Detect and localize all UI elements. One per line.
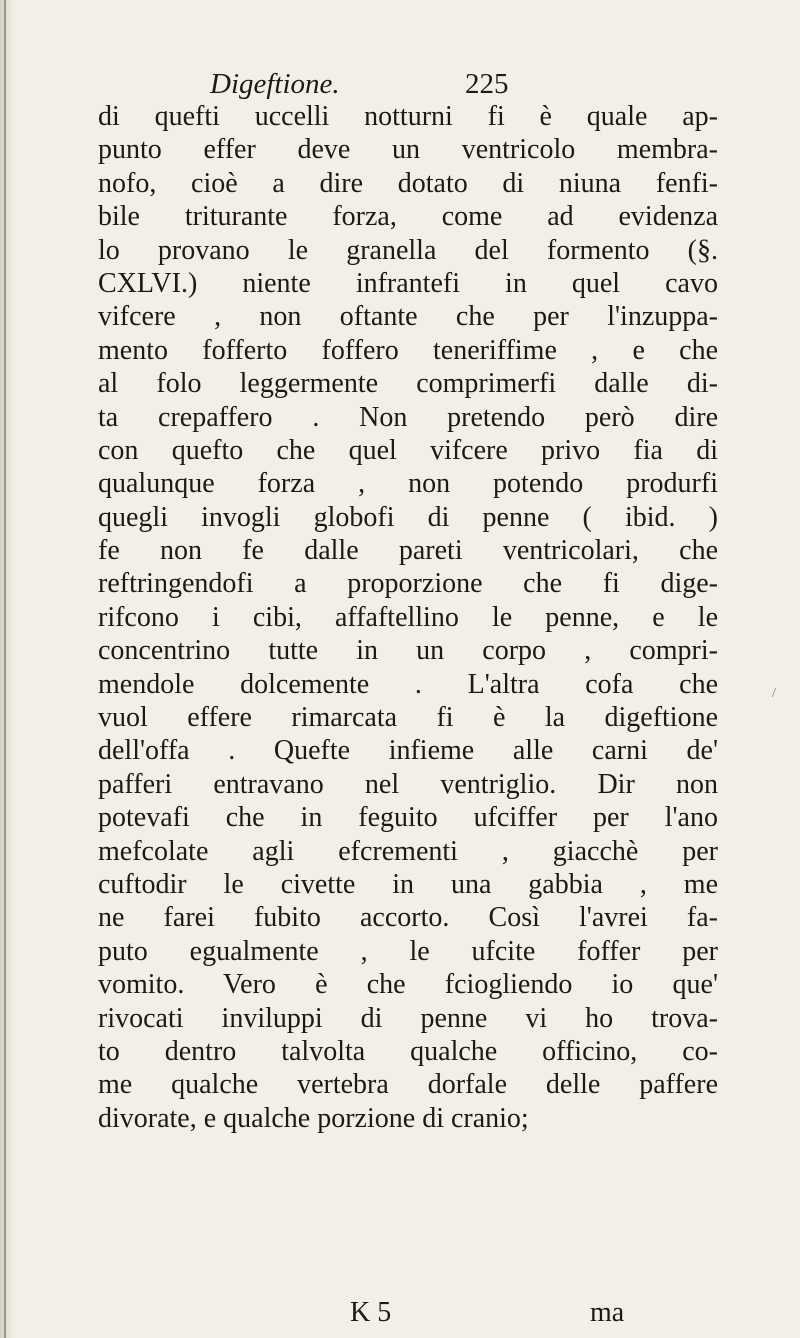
page-number: 225	[465, 68, 509, 100]
text-line: to dentro talvolta qualche officino, co-	[98, 1035, 718, 1067]
catchword: ma	[590, 1297, 625, 1328]
text-line: bile triturante forza, come ad evidenza	[98, 201, 718, 233]
text-line: me qualche vertebra dorfale delle paffere	[98, 1069, 718, 1101]
binding-edge	[4, 0, 6, 1338]
text-line: punto effer deve un ventricolo membra-	[98, 134, 718, 166]
text-line: concentrino tutte in un corpo , compri-	[98, 635, 718, 667]
text-line: mefcolate agli efcrementi , giacchè per	[98, 835, 718, 867]
margin-mark: /	[772, 686, 776, 701]
text-line: rifcono i cibi, affaftellino le penne, e le	[98, 601, 718, 633]
page-gutter	[0, 0, 14, 1338]
text-line: qualunque forza , non potendo produrfi	[98, 468, 718, 500]
text-line: puto egualmente , le ufcite foffer per	[98, 935, 718, 967]
running-title: Digeftione.	[210, 68, 340, 100]
text-line: di quefti uccelli notturni fi è quale ap-	[98, 101, 718, 132]
text-line: vuol effere rimarcata fi è la digeftione	[98, 702, 718, 734]
text-line: pafferi entravano nel ventriglio. Dir non	[98, 768, 718, 800]
text-line: con quefto che quel vifcere privo fia di	[98, 434, 718, 466]
text-line: rivocati inviluppi di penne vi ho trova-	[98, 1002, 718, 1034]
text-line: mento fofferto foffero teneriffime , e che	[98, 334, 718, 366]
text-line: CXLVI.) niente infrantefi in quel cavo	[98, 267, 718, 299]
page-footer	[0, 1297, 800, 1331]
text-line: lo provano le granella del formento (§.	[98, 234, 718, 266]
text-line: divorate, e qualche porzione di cranio;	[98, 1102, 529, 1134]
text-line: dell'offa . Quefte infieme alle carni de'	[98, 735, 718, 767]
text-line: al folo leggermente comprimerfi dalle di-	[98, 368, 718, 400]
body-text	[98, 100, 718, 1135]
text-line: vifcere , non oftante che per l'inzuppa-	[98, 301, 718, 333]
signature-mark: K 5	[350, 1297, 392, 1328]
text-line: reftringendofi a proporzione che fi dige-	[98, 568, 718, 600]
text-line: nofo, cioè a dire dotato di niuna fenfi-	[98, 167, 718, 199]
text-line: mendole dolcemente . L'altra cofa che	[98, 668, 718, 700]
text-line: quegli invogli globofi di penne ( ibid. )	[98, 501, 718, 533]
text-line: fe non fe dalle pareti ventricolari, che	[98, 535, 718, 567]
page-header	[0, 68, 800, 102]
text-line: potevafi che in feguito ufciffer per l'ano	[98, 802, 718, 834]
text-line: ta crepaffero . Non pretendo però dire	[98, 401, 718, 433]
text-line: cuftodir le civette in una gabbia , me	[98, 868, 718, 900]
text-line: vomito. Vero è che fciogliendo io que'	[98, 969, 718, 1001]
text-line: ne farei fubito accorto. Così l'avrei fa-	[98, 902, 718, 934]
